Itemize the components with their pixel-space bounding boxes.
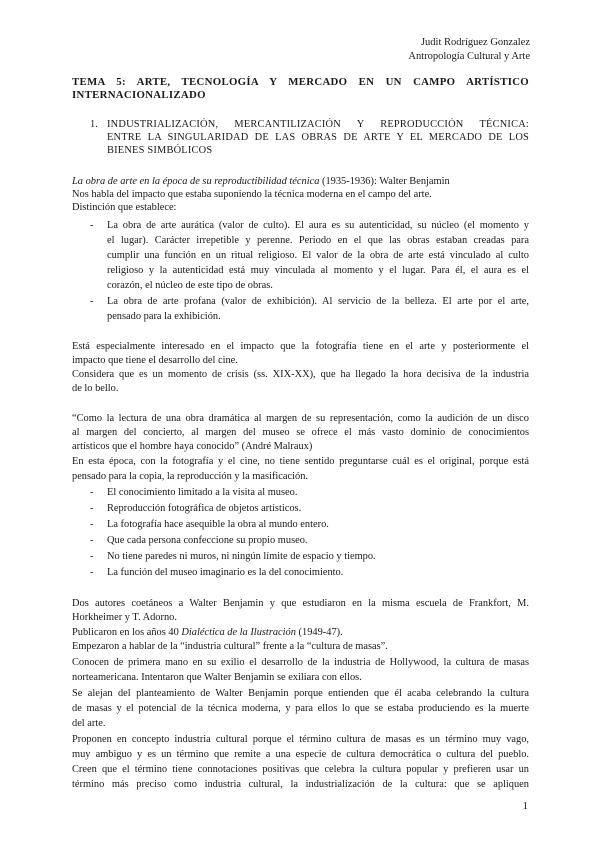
- list-dash: -: [90, 296, 94, 307]
- list-dash: -: [90, 519, 94, 530]
- header-subject: Antropología Cultural y Arte: [408, 51, 530, 62]
- quote-line: al margen del concierto, al margen del museo se ofrece el más vasto dominio de conocimientos: [72, 427, 529, 438]
- list-dash: -: [90, 220, 94, 231]
- document-title-line-2: INTERNACIONALIZADO: [72, 89, 206, 101]
- section-heading-line-2: ENTRE LA SINGULARIDAD DE LAS OBRAS DE ARTE Y EL MERCADO DE LOS: [107, 132, 529, 143]
- list-dash: -: [90, 487, 94, 498]
- section-heading-line-1: INDUSTRIALIZACIÓN, MERCANTILIZACIÓN Y REPRODUCCIÓN TÉCNICA:: [107, 119, 529, 130]
- list-item: La fotografía hace asequible la obra al mundo entero.: [107, 519, 329, 530]
- section-number: 1.: [90, 119, 98, 130]
- paragraph-line: Nos habla del impacto que estaba suponiendo la técnica moderna en el campo del arte.: [72, 189, 432, 200]
- list-item: El conocimiento limitado a la visita al museo.: [107, 487, 298, 498]
- list-dash: -: [90, 567, 94, 578]
- list-dash: -: [90, 535, 94, 546]
- list-item-line: La obra de arte aurática (valor de culto). El aura es su autenticidad, su núcleo (el momento y: [107, 220, 529, 231]
- list-item-line: religioso y la autenticidad está muy vinculada al momento y el lugar. Para él, el aura es el: [107, 265, 529, 276]
- list-item-line: el lugar). Carácter irrepetible y perenne. Periodo en el que las obras estaban creadas para: [107, 235, 529, 246]
- page-number: 1: [522, 800, 528, 812]
- paragraph-line: impacto que tiene el desarrollo del cine.: [72, 355, 238, 366]
- list-item: La función del museo imaginario es la del conocimiento.: [107, 567, 344, 578]
- quote-line: “Como la lectura de una obra dramática al margen de su representación, como la audición de un disco: [72, 413, 529, 424]
- list-item: No tiene paredes ni muros, ni ningún límite de espacio y tiempo.: [107, 551, 376, 562]
- paragraph-line: Dos autores coetáneos a Walter Benjamin y que estudiaron en la misma escuela de Frankfort, M.: [72, 598, 529, 609]
- paragraph-line: Distinción que establece:: [72, 202, 177, 213]
- paragraph-line: pensado para la copia, la reproducción y la masificación.: [72, 471, 308, 482]
- paragraph-line: Está especialmente interesado en el impacto que la fotografía tiene en el arte y posteriormente el: [72, 341, 529, 352]
- document-title-line-1: TEMA 5: ARTE, TECNOLOGÍA Y MERCADO EN UN CAMPO ARTÍSTICO: [72, 76, 529, 88]
- paragraph-line: muy ambiguo y es un término que remite a una especie de cultura democrática o cultura del pueblo.: [72, 749, 529, 760]
- paragraph-line: [72, 175, 529, 188]
- header-author: Judit Rodríguez Gonzalez: [420, 37, 530, 48]
- text-run: (1949-47).: [295, 627, 343, 638]
- list-dash: -: [90, 503, 94, 514]
- list-item-line: corazón, el núcleo de este tipo de obras.: [107, 280, 273, 291]
- paragraph-line: Conocen de primera mano en su exilio el desarrollo de la industria de Hollywood, la cultura de masas: [72, 657, 529, 668]
- paragraph-line: Creen que el término tiene connotaciones positivas que celebra la cultura popular y prefieren usar un: [72, 764, 529, 775]
- paragraph-line: Horkheimer y T. Adorno.: [72, 612, 177, 623]
- paragraph-line: término más preciso como industria cultural, la industrialización de la cultura: que se apliquen: [72, 779, 529, 790]
- work-title: La obra de arte en la época de su reproductibilidad técnica: [72, 176, 320, 187]
- paragraph-line: del arte.: [72, 718, 106, 729]
- quote-line: artísticos que el hombre haya conocido” (André Malraux): [72, 441, 313, 452]
- book-title: Dialéctica de la Ilustración: [181, 627, 296, 638]
- paragraph-line: Se alejan del planteamiento de Walter Benjamin porque entienden que él acaba celebrando la cultura: [72, 688, 529, 699]
- list-item-line: La obra de arte profana (valor de exhibición). Al servicio de la belleza. El arte por el arte,: [107, 296, 529, 307]
- paragraph-line: de masas y el potencial de la técnica moderna, y para ellos lo que se estaba produciendo es la muerte: [72, 703, 529, 714]
- list-dash: -: [90, 551, 94, 562]
- paragraph-line: norteamericana. Intentaron que Walter Benjamin se exiliara con ellos.: [72, 672, 362, 683]
- list-item: Reproducción fotográfica de objetos artísticos.: [107, 503, 302, 514]
- section-heading-line-3: BIENES SIMBÓLICOS: [107, 145, 213, 156]
- paragraph-line: Considera que es un momento de crisis (ss. XIX-XX), que ha llegado la hora decisiva de la industria: [72, 369, 529, 380]
- paragraph-line: Proponen en concepto industria cultural porque el término cultura de masas es un término muy vago,: [72, 734, 529, 745]
- work-meta: (1935-1936): Walter Benjamin: [319, 176, 450, 187]
- paragraph-line: En esta época, con la fotografía y el cine, no tiene sentido preguntarse cuál es el original, porque está: [72, 456, 529, 467]
- paragraph-line: Empezaron a hablar de la “industria cultural” frente a la “cultura de masas”.: [72, 641, 388, 652]
- list-item-line: cumplir una función en un ritual religioso. El valor de la obra de arte está vinculado al culto: [107, 250, 529, 261]
- list-item: Que cada persona confeccione su propio museo.: [107, 535, 308, 546]
- list-item-line: pensado para la exhibición.: [107, 311, 221, 322]
- paragraph-line: [72, 626, 529, 639]
- text-run: Publicaron en los años 40: [72, 627, 182, 638]
- paragraph-line: de lo bello.: [72, 383, 119, 394]
